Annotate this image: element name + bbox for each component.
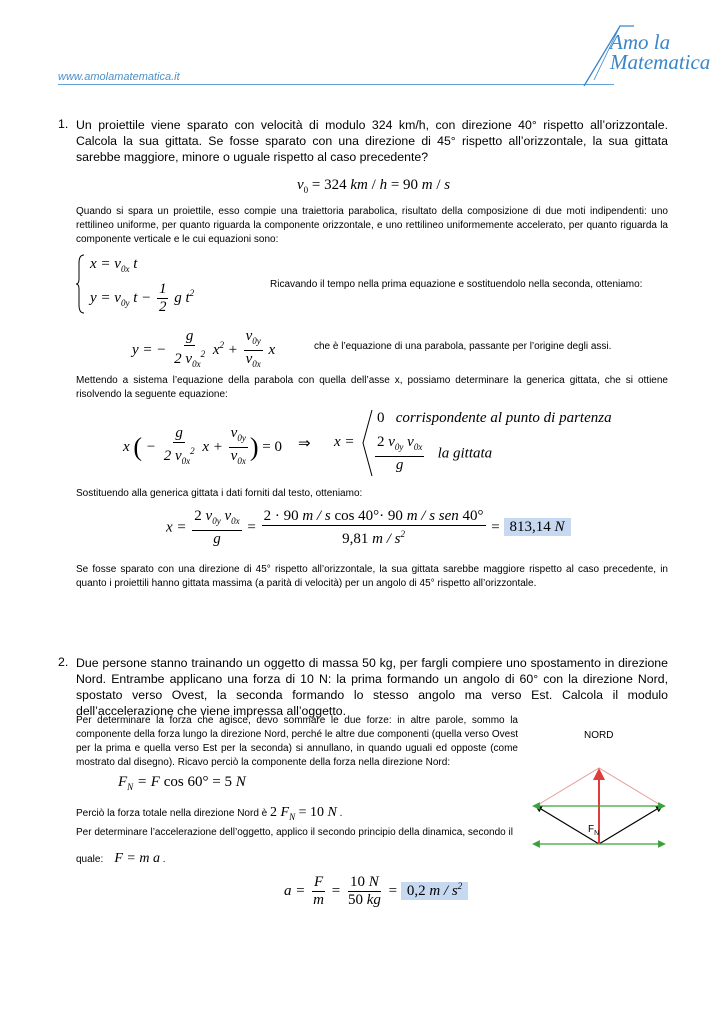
case-2-label: la gittata bbox=[437, 445, 493, 462]
p1-text-4: Mettendo a sistema l’equazione della parabola con quella dell’asse x, possiamo determinare la generica gittata, che si ottiene risolvendo la seguente equazione: bbox=[76, 375, 668, 400]
case-1-label: corrispondente al punto di partenza bbox=[395, 410, 612, 426]
p1-result: 813,14 N bbox=[504, 518, 571, 536]
p2-text-3: Per determinare l’accelerazione dell’oggetto, applico il secondo principio della dinamica, secondo il bbox=[76, 827, 513, 838]
range-equation: x ( − $\frac{g}{2 v_{0x}^2}$ x + $\frac{v_{0y}}{v_{0x}}$ ) = 0 bbox=[123, 425, 282, 466]
force-diagram bbox=[526, 730, 672, 854]
implies-arrow: ⇒ bbox=[298, 436, 311, 452]
p2-result: 0,2 m / $s^2$ bbox=[401, 882, 468, 900]
p1-text-3: che è l’equazione di una parabola, passante per l’origine degli assi. bbox=[314, 341, 612, 352]
acceleration-formula: a = $\frac{F}{m}$ = $\frac{10 N}{50 kg}$ = 0,2 m / $s^2$ bbox=[284, 874, 468, 909]
force-vector-east bbox=[599, 806, 662, 844]
problem-1-number: 1. bbox=[58, 117, 69, 131]
formula-v0: $v_0 = 324$ km / h = 90 m / s bbox=[297, 177, 451, 195]
logo bbox=[574, 20, 714, 100]
p1-text-1: Quando si spara un proiettile, esso compie una traiettoria parabolica, risultato della composizione di due moti indipendenti: uno rettilineo uniforme, per quanto riguarda la componente orizzontale, e uno rettilineo uniformemente accelerato, per quanto riguarda la componente verticale e le cui equazioni sono: bbox=[76, 206, 668, 245]
cases-bracket bbox=[360, 408, 374, 478]
p2-text-4: quale: bbox=[76, 854, 104, 865]
problem-2-number: 2. bbox=[58, 655, 69, 669]
x-equals: x = bbox=[334, 434, 355, 450]
equation-system: $x = v_{0x}$ t $y = v_{0y}$ t − $\frac{1}{2}$ g $t^2$ bbox=[76, 253, 276, 317]
p2-text-4-line: quale: F = m a . bbox=[76, 851, 166, 866]
case-2: $\frac{2 v_{0y} v_{0x}}{g}$ la gittata bbox=[377, 434, 493, 473]
p1-text-6: Se fosse sparato con una direzione di 45° rispetto all’orizzontale, la sua gittata sarebbe maggiore rispetto al caso precedente, in quanto i proiettili hanno gittata massima (a parità di velocità) per un angolo di 45° rispetto all’orizzontale. bbox=[76, 564, 668, 589]
problem-1-question: Un proiettile viene sparato con velocità di modulo 324 km/h, con direzione 40° rispetto all’orizzontale. Calcola la sua gittata. Se fosse sparato con una direzione di 45° rispetto all’orizzontale, la sua gittata sarebbe maggiore, minore o uguale rispetto al caso precedente? bbox=[76, 118, 668, 164]
p2-text-1: Per determinare la forza che agisce, devo sommare le due forze: in altre parole, sommo la componente della forza lungo la direzione Nord, perché le altre due componenti (quella verso Ovest per la prima e quella verso Est per la seconda) si annullano, in quando uguali ed opposte (come mostrato dal disegno). Ricavo perciò la componente della forza nella direzione Nord: bbox=[76, 715, 518, 768]
header-rule bbox=[58, 84, 614, 85]
formula-fn: $F_N = F$ cos 60° = 5 N bbox=[118, 774, 246, 792]
problem-2-question: Due persone stanno trainando un oggetto di massa 50 kg, per fargli compiere uno spostamento in direzione Nord. Entrambe applicano una forza di 10 N: la prima formando un angolo di 60° con la direzione Nord, spostato verso Ovest, la seconda formando lo stesso angolo ma verso Est. Calcola il modulo dell’accelerazione che viene impressa all’oggetto. bbox=[76, 656, 668, 718]
p2-text-2: Perciò la forza totale nella direzione Nord è bbox=[76, 808, 268, 819]
site-url[interactable]: www.amolamatematica.it bbox=[58, 71, 180, 83]
parabola-equation: y = − $\frac{g}{2 v_{0x}^2}$ $x^2$ + $\frac{v_{0y}}{v_{0x}}$ x bbox=[132, 328, 276, 369]
case-1: 0 corrispondente al punto di partenza bbox=[377, 410, 612, 426]
p1-text-5: Sostituendo alla generica gittata i dati forniti dal testo, otteniamo: bbox=[76, 488, 363, 499]
logo-line2: Matematica bbox=[610, 50, 711, 74]
fn-label: $F_N$ bbox=[588, 824, 600, 837]
logo-line1: Amo la bbox=[610, 30, 671, 54]
p2-text-2-line: Perciò la forza totale nella direzione Nord è 2 $F_N = 10$ N . bbox=[76, 805, 343, 822]
nord-label: NORD bbox=[584, 730, 614, 741]
p1-text-2: Ricavando il tempo nella prima equazione e sostituendolo nella seconda, otteniamo: bbox=[270, 279, 643, 290]
range-substitution: x = $\frac{2 v_{0y} v_{0x}}{g}$ = $\frac{\text{2 · 90 m / s cos 40°· 90 m / s sen 40°}}{9,81 m / s^2}$ = 813,14 N bbox=[166, 508, 571, 548]
